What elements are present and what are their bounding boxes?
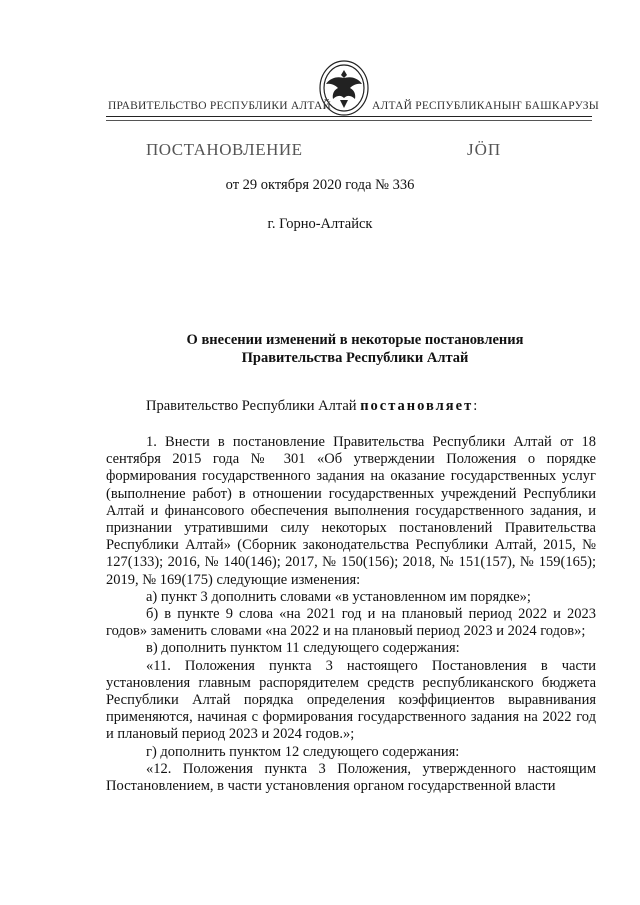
document-type: ПОСТАНОВЛЕНИЕ (146, 140, 303, 159)
government-name-russian: ПРАВИТЕЛЬСТВО РЕСПУБЛИКИ АЛТАЙ (108, 100, 332, 112)
preamble-start: Правительство Республики Алтай (146, 398, 361, 414)
subparagraph-a: а) пункт 3 дополнить словами «в установленном им порядке»; (146, 588, 531, 605)
document-type-altai: ЈӦП (467, 140, 502, 159)
subparagraph-d: г) дополнить пунктом 12 следующего содержания: (146, 743, 460, 760)
title-line-1: О внесении изменений в некоторые постановления (186, 332, 524, 348)
quote-point-11: «11. Положения пункта 3 настоящего Постановления в части установления главным распорядителем средств республиканского бюджета Республики Алтай порядка определения коэффициентов выравнивания применяются, начиная с формирования государственного задания на 2022 год и плановый период 2023 и 2024 годов.»; (106, 657, 596, 743)
header-rule (106, 116, 592, 117)
quote-point-12: «12. Положения пункта 3 Положения, утвержденного настоящим Постановлением, в части установления органом государственной власти (106, 760, 596, 795)
title-line-2: Правительства Республики Алтай (241, 350, 469, 366)
subparagraph-b: б) в пункте 9 слова «на 2021 год и на плановый период 2022 и 2023 годов» заменить словами «на 2022 и на плановый период 2023 и 2024 годов»; (106, 606, 596, 640)
preamble-verb: постановляет (360, 398, 474, 414)
preamble-end: : (473, 398, 478, 414)
preamble (106, 398, 596, 415)
document-title (150, 331, 560, 367)
government-name-altai: АЛТАЙ РЕСПУБЛИКАНЫҤ БАШКАРУЗЫ (372, 100, 599, 112)
paragraph-1: 1. Внести в постановление Правительства Республики Алтай от 18 сентября 2015 года № 301 «Об утверждении Положения о порядке формирования государственного задания на оказание государственных услуг (выполнение работ) в отношении государственных учреждений Республики Алтай и финансового обеспечения выполнения государственного задания, и признании утратившими силу некоторых постановлений Правительства Республики Алтай» (Сборник законодательства Республики Алтай, 2015, № 127(133); 2016, № 140(146); 2017, № 150(156); 2018, № 151(157), № 159(165); 2019, № 169(175) следующие изменения: (106, 434, 596, 588)
document-body (106, 434, 596, 795)
document-date-number: от 29 октября 2020 года № 336 (225, 177, 415, 193)
subparagraph-c: в) дополнить пунктом 11 следующего содержания: (146, 640, 460, 657)
document-city: г. Горно-Алтайск (267, 216, 373, 232)
header-rule-thin (106, 120, 592, 121)
